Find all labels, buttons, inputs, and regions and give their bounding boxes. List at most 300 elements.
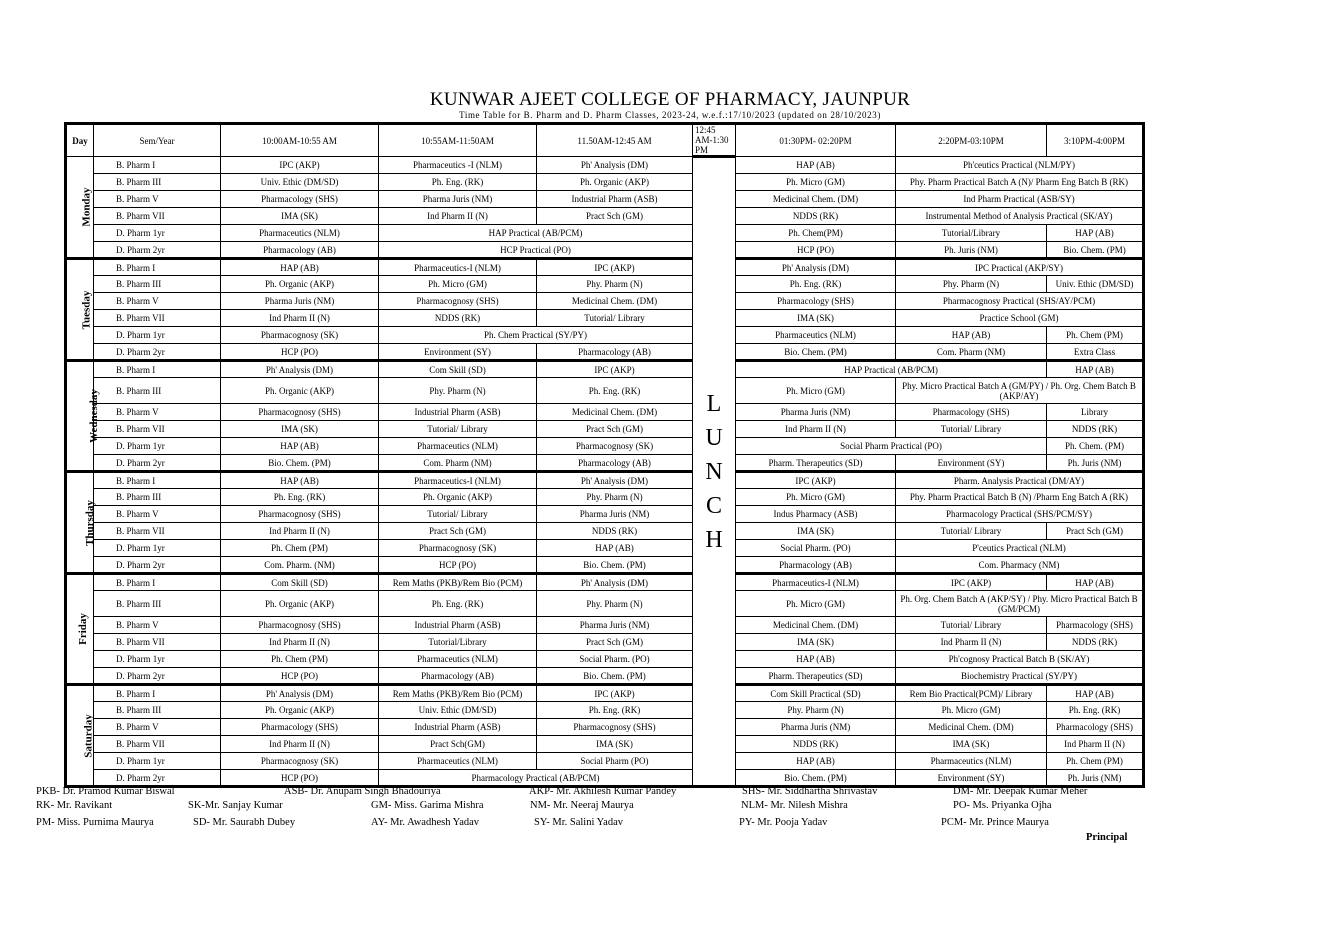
table-row	[66, 361, 1144, 378]
class-cell: Com. Pharmacy (NM)	[896, 557, 1144, 574]
legend-entry: PY- Mr. Pooja Yadav	[739, 817, 828, 828]
header-slot-3: 11.50AM-12:45 AM	[537, 124, 693, 157]
class-cell: HAP (AB)	[896, 327, 1047, 344]
class-cell: Bio. Chem. (PM)	[736, 770, 896, 787]
class-cell: Ind Pharm II (N)	[221, 523, 379, 540]
class-cell: Rem Maths (PKB)/Rem Bio (PCM)	[379, 685, 537, 702]
day-name: Monday	[80, 187, 93, 227]
sem-year-cell: B. Pharm V	[94, 506, 221, 523]
class-cell: IPC (AKP)	[221, 157, 379, 174]
class-cell: HAP (AB)	[736, 651, 896, 668]
sem-year-cell: B. Pharm V	[94, 617, 221, 634]
table-row	[66, 489, 1144, 506]
class-cell: IPC (AKP)	[537, 259, 693, 276]
class-cell: Social Pharm. (PO)	[736, 540, 896, 557]
class-cell: Bio. Chem. (PM)	[537, 668, 693, 685]
sem-year-cell: B. Pharm III	[94, 591, 221, 617]
table-row	[66, 719, 1144, 736]
table-row	[66, 770, 1144, 787]
class-cell: HAP (AB)	[221, 438, 379, 455]
class-cell: Pharmaceutics (NLM)	[736, 327, 896, 344]
class-cell: Ph. Micro (GM)	[379, 276, 537, 293]
class-cell: HAP (AB)	[221, 259, 379, 276]
legend-entry: DM- Mr. Deepak Kumar Meher	[953, 786, 1088, 797]
sem-year-cell: B. Pharm VII	[94, 310, 221, 327]
class-cell: Instrumental Method of Analysis Practical (SK/AY)	[896, 208, 1144, 225]
day-label	[66, 157, 94, 259]
class-cell: Com. Pharm (NM)	[379, 455, 537, 472]
class-cell: Biochemistry Practical (SY/PY)	[896, 668, 1144, 685]
table-row	[66, 225, 1144, 242]
sem-year-cell: B. Pharm VII	[94, 523, 221, 540]
class-cell: HAP (AB)	[736, 753, 896, 770]
class-cell: Ph. Eng. (RK)	[537, 378, 693, 404]
legend-entry: GM- Miss. Garima Mishra	[371, 800, 484, 811]
table-row	[66, 651, 1144, 668]
class-cell: Ph' Analysis (DM)	[537, 157, 693, 174]
legend-entry: AY- Mr. Awadhesh Yadav	[371, 817, 480, 828]
table-row	[66, 344, 1144, 361]
class-cell: Ph' Analysis (DM)	[736, 259, 896, 276]
class-cell: Univ. Ethic (DM/SD)	[221, 174, 379, 191]
sem-year-cell: B. Pharm I	[94, 259, 221, 276]
table-row	[66, 753, 1144, 770]
class-cell: Ph. Organic (AKP)	[379, 489, 537, 506]
class-cell: Ph. Micro (GM)	[736, 174, 896, 191]
day-label	[66, 472, 94, 574]
legend-entry: ASB- Dr. Anupam Singh Bhadouriya	[284, 786, 441, 797]
class-cell: Pharma Juris (NM)	[736, 404, 896, 421]
class-cell: Library	[1047, 404, 1144, 421]
class-cell: IPC (AKP)	[537, 361, 693, 378]
class-cell: HCP Practical (PO)	[379, 242, 693, 259]
class-cell: Ph. Org. Chem Batch A (AKP/SY) / Phy. Micro Practical Batch B (GM/PCM)	[896, 591, 1144, 617]
class-cell: Ph. Organic (AKP)	[221, 591, 379, 617]
table-row	[66, 557, 1144, 574]
class-cell: Univ. Ethic (DM/SD)	[1047, 276, 1144, 293]
class-cell: Tutorial/Library	[896, 225, 1047, 242]
class-cell: Phy. Pharm (N)	[537, 591, 693, 617]
sem-year-cell: B. Pharm III	[94, 489, 221, 506]
class-cell: Pharm. Therapeutics (SD)	[736, 668, 896, 685]
class-cell: Rem Maths (PKB)/Rem Bio (PCM)	[379, 574, 537, 591]
day-label	[66, 361, 100, 472]
class-cell: Ind Pharm II (N)	[221, 634, 379, 651]
class-cell: Tutorial/Library	[379, 634, 537, 651]
class-cell: Pharmacology (SHS)	[221, 191, 379, 208]
class-cell: NDDS (RK)	[736, 736, 896, 753]
class-cell: Com. Pharm. (NM)	[221, 557, 379, 574]
class-cell: Social Pharm Practical (PO)	[736, 438, 1047, 455]
class-cell: NDDS (RK)	[736, 208, 896, 225]
class-cell: Bio. Chem. (PM)	[1047, 242, 1144, 259]
table-row	[66, 276, 1144, 293]
class-cell: Pract Sch (GM)	[537, 421, 693, 438]
class-cell: Ph. Organic (AKP)	[537, 174, 693, 191]
class-cell: Ph. Organic (AKP)	[221, 378, 379, 404]
class-cell: HAP Practical (AB/PCM)	[736, 361, 1047, 378]
class-cell: Pract Sch (GM)	[537, 634, 693, 651]
class-cell: Medicinal Chem. (DM)	[896, 719, 1047, 736]
class-cell: HAP (AB)	[1047, 574, 1144, 591]
class-cell: Medicinal Chem. (DM)	[736, 617, 896, 634]
day-label	[66, 685, 94, 787]
table-row	[66, 378, 1144, 404]
class-cell: Ph. Micro (GM)	[736, 489, 896, 506]
class-cell: Ph. Eng. (RK)	[537, 702, 693, 719]
class-cell: Medicinal Chem. (DM)	[736, 191, 896, 208]
class-cell: Com Skill (SD)	[221, 574, 379, 591]
sem-year-cell: B. Pharm VII	[94, 736, 221, 753]
legend-entry: SK-Mr. Sanjay Kumar	[188, 800, 283, 811]
sem-year-cell: B. Pharm V	[94, 719, 221, 736]
table-row	[66, 540, 1144, 557]
class-cell: Ind Pharm II (N)	[896, 634, 1047, 651]
class-cell: Ph. Eng. (RK)	[221, 489, 379, 506]
class-cell: Ph' Analysis (DM)	[221, 361, 379, 378]
class-cell: IMA (SK)	[221, 208, 379, 225]
legend-entry: NM- Mr. Neeraj Maurya	[530, 800, 634, 811]
class-cell: Pharmacology (SHS)	[1047, 719, 1144, 736]
class-cell: Com. Pharm (NM)	[896, 344, 1047, 361]
class-cell: Pharmacology Practical (SHS/PCM/SY)	[896, 506, 1144, 523]
class-cell: Phy. Pharm Practical Batch A (N)/ Pharm Eng Batch B (RK)	[896, 174, 1144, 191]
class-cell: Tutorial/ Library	[537, 310, 693, 327]
lunch-column	[693, 157, 736, 787]
class-cell: HAP (AB)	[736, 157, 896, 174]
class-cell: HCP (PO)	[221, 344, 379, 361]
table-row	[66, 685, 1144, 702]
class-cell: Ph. Eng. (RK)	[379, 174, 537, 191]
sem-year-cell: B. Pharm III	[94, 378, 221, 404]
class-cell: Ph. Chem (PM)	[1047, 327, 1144, 344]
legend-entry: PM- Miss. Purnima Maurya	[36, 817, 154, 828]
sem-year-cell: B. Pharm V	[94, 191, 221, 208]
class-cell: NDDS (RK)	[1047, 634, 1144, 651]
class-cell: IMA (SK)	[736, 310, 896, 327]
class-cell: HAP (AB)	[221, 472, 379, 489]
class-cell: P'ceutics Practical (NLM)	[896, 540, 1144, 557]
class-cell: Pharmacology (AB)	[537, 455, 693, 472]
class-cell: Phy. Pharm (N)	[537, 276, 693, 293]
class-cell: Pharmacognosy (SHS)	[221, 506, 379, 523]
table-row	[66, 310, 1144, 327]
class-cell: Pract Sch (GM)	[1047, 523, 1144, 540]
class-cell: Industrial Pharm (ASB)	[537, 191, 693, 208]
class-cell: Pharmaceutics -I (NLM)	[379, 157, 537, 174]
class-cell: Tutorial/ Library	[896, 421, 1047, 438]
header-sem: Sem/Year	[94, 124, 221, 157]
class-cell: IMA (SK)	[736, 634, 896, 651]
class-cell: Pharmacology (AB)	[379, 668, 537, 685]
class-cell: Pharmacology (AB)	[736, 557, 896, 574]
table-row	[66, 472, 1144, 489]
class-cell: Pharma Juris (NM)	[537, 617, 693, 634]
class-cell: Ph. Chem (PM)	[221, 540, 379, 557]
header-slot-5: 2:20PM-03:10PM	[896, 124, 1047, 157]
class-cell: Pharm. Analysis Practical (DM/AY)	[896, 472, 1144, 489]
class-cell: Pharmacology (SHS)	[736, 293, 896, 310]
class-cell: Ind Pharm II (N)	[221, 310, 379, 327]
table-row	[66, 191, 1144, 208]
class-cell: Industrial Pharm (ASB)	[379, 719, 537, 736]
class-cell: Ind Pharm II (N)	[221, 736, 379, 753]
class-cell: Phy. Pharm Practical Batch B (N) /Pharm Eng Batch A (RK)	[896, 489, 1144, 506]
class-cell: Ph. Micro (GM)	[736, 591, 896, 617]
class-cell: Indus Pharmacy (ASB)	[736, 506, 896, 523]
class-cell: Pharmacognosy (SHS)	[537, 719, 693, 736]
class-cell: IMA (SK)	[896, 736, 1047, 753]
class-cell: Tutorial/ Library	[379, 421, 537, 438]
sem-year-cell: D. Pharm 2yr	[94, 242, 221, 259]
class-cell: Ph. Chem. (PM)	[1047, 438, 1144, 455]
sem-year-cell: D. Pharm 2yr	[94, 344, 221, 361]
class-cell: Pharmaceutics (NLM)	[379, 438, 537, 455]
table-row	[66, 574, 1144, 591]
sem-year-cell: D. Pharm 2yr	[94, 668, 221, 685]
class-cell: NDDS (RK)	[379, 310, 537, 327]
table-row	[66, 293, 1144, 310]
legend-entry: PKB- Dr. Pramod Kumar Biswal	[36, 786, 175, 797]
class-cell: HCP (PO)	[221, 668, 379, 685]
legend-entry: SY- Mr. Salini Yadav	[534, 817, 623, 828]
class-cell: Phy. Pharm (N)	[537, 489, 693, 506]
class-cell: Ph' Analysis (DM)	[221, 685, 379, 702]
class-cell: Pract Sch (GM)	[537, 208, 693, 225]
legend-entry: SD- Mr. Saurabh Dubey	[193, 817, 296, 828]
class-cell: Pharmaceutics (NLM)	[221, 225, 379, 242]
class-cell: Tutorial/ Library	[896, 617, 1047, 634]
class-cell: Ph. Chem (PM)	[1047, 753, 1144, 770]
sem-year-cell: B. Pharm I	[94, 574, 221, 591]
header-lunch-slot: 12:45 AM-1:30 PM	[693, 124, 736, 157]
class-cell: Ph. Chem(PM)	[736, 225, 896, 242]
class-cell: HAP (AB)	[537, 540, 693, 557]
table-row	[66, 523, 1144, 540]
table-row	[66, 506, 1144, 523]
sem-year-cell: B. Pharm III	[94, 174, 221, 191]
class-cell: Environment (SY)	[896, 455, 1047, 472]
class-cell: IPC (AKP)	[896, 574, 1047, 591]
class-cell: Bio. Chem. (PM)	[221, 455, 379, 472]
class-cell: Pharmacognosy (SK)	[221, 327, 379, 344]
sem-year-cell: D. Pharm 1yr	[94, 753, 221, 770]
sem-year-cell: B. Pharm VII	[94, 208, 221, 225]
class-cell: Environment (SY)	[379, 344, 537, 361]
class-cell: Pharmacognosy (SK)	[379, 540, 537, 557]
class-cell: Industrial Pharm (ASB)	[379, 617, 537, 634]
class-cell: HCP (PO)	[221, 770, 379, 787]
class-cell: Ph. Juris (NM)	[1047, 455, 1144, 472]
class-cell: Phy. Pharm (N)	[736, 702, 896, 719]
table-row	[66, 617, 1144, 634]
day-name: Thursday	[83, 499, 96, 546]
class-cell: HAP (AB)	[1047, 685, 1144, 702]
class-cell: Pharmaceutics-I (NLM)	[379, 472, 537, 489]
class-cell: Ph. Juris (NM)	[896, 242, 1047, 259]
sem-year-cell: D. Pharm 2yr	[94, 557, 221, 574]
legend-entry: PO- Ms. Priyanka Ojha	[953, 800, 1052, 811]
class-cell: Pharmacognosy (SHS)	[221, 617, 379, 634]
sem-year-cell: D. Pharm 1yr	[94, 540, 221, 557]
class-cell: HCP (PO)	[736, 242, 896, 259]
table-row	[66, 208, 1144, 225]
timetable	[64, 122, 1145, 788]
sem-year-cell: B. Pharm I	[94, 157, 221, 174]
class-cell: Bio. Chem. (PM)	[537, 557, 693, 574]
day-name: Saturday	[82, 713, 95, 758]
table-row	[66, 157, 1144, 174]
class-cell: Bio. Chem. (PM)	[736, 344, 896, 361]
class-cell: Ph. Eng. (RK)	[1047, 702, 1144, 719]
table-row	[66, 702, 1144, 719]
class-cell: Environment (SY)	[896, 770, 1047, 787]
class-cell: HAP (AB)	[1047, 361, 1144, 378]
sem-year-cell: D. Pharm 1yr	[94, 225, 221, 242]
class-cell: Pharma Juris (NM)	[736, 719, 896, 736]
table-row	[66, 736, 1144, 753]
class-cell: HCP (PO)	[379, 557, 537, 574]
sem-year-cell: B. Pharm III	[94, 276, 221, 293]
college-title: KUNWAR AJEET COLLEGE OF PHARMACY, JAUNPUR	[429, 89, 911, 110]
class-cell: Pharmaceutics (NLM)	[379, 651, 537, 668]
class-cell: IMA (SK)	[221, 421, 379, 438]
class-cell: Pharmacognosy (SHS)	[221, 404, 379, 421]
class-cell: Ph. Micro (GM)	[896, 702, 1047, 719]
class-cell: HAP (AB)	[1047, 225, 1144, 242]
class-cell: Pharmacology (SHS)	[896, 404, 1047, 421]
class-cell: IPC (AKP)	[736, 472, 896, 489]
table-row	[66, 327, 1144, 344]
class-cell: Pharmacology Practical (AB/PCM)	[379, 770, 693, 787]
legend-entry: SHS- Mr. Siddhartha Shrivastav	[742, 786, 878, 797]
class-cell: IMA (SK)	[736, 523, 896, 540]
sem-year-cell: D. Pharm 1yr	[94, 651, 221, 668]
class-cell: Practice School (GM)	[896, 310, 1144, 327]
timetable-subtitle: Time Table for B. Pharm and D. Pharm Classes, 2023-24, w.e.f.:17/10/2023 (updated on 28/10/2023)	[459, 110, 881, 120]
day-label	[66, 574, 94, 685]
day-label	[66, 259, 94, 361]
sem-year-cell: D. Pharm 2yr	[94, 770, 221, 787]
legend-entry: RK- Mr. Ravikant	[36, 800, 113, 811]
class-cell: Univ. Ethic (DM/SD)	[379, 702, 537, 719]
class-cell: Ph. Juris (NM)	[1047, 770, 1144, 787]
class-cell: Ph'ceutics Practical (NLM/PY)	[896, 157, 1144, 174]
class-cell: Pharma Juris (NM)	[221, 293, 379, 310]
sem-year-cell: B. Pharm VII	[94, 634, 221, 651]
class-cell: Phy. Pharm (N)	[896, 276, 1047, 293]
class-cell: Ind Pharm Practical (ASB/SY)	[896, 191, 1144, 208]
class-cell: Tutorial/ Library	[379, 506, 537, 523]
legend-entry: NLM- Mr. Nilesh Mishra	[741, 800, 848, 811]
class-cell: Pharmacology (AB)	[221, 242, 379, 259]
class-cell: Ph'cognosy Practical Batch B (SK/AY)	[896, 651, 1144, 668]
class-cell: Pharmaceutics (NLM)	[379, 753, 537, 770]
header-slot-2: 10:55AM-11:50AM	[379, 124, 537, 157]
header-row	[66, 124, 1144, 157]
class-cell: Ph. Eng. (RK)	[736, 276, 896, 293]
legend-entry: AKP- Mr. Akhilesh Kumar Pandey	[529, 786, 677, 797]
class-cell: Pharmacology (AB)	[537, 344, 693, 361]
extra-class-cell: Extra Class	[1047, 344, 1144, 361]
class-cell: Ph. Chem Practical (SY/PY)	[379, 327, 693, 344]
class-cell: Rem Bio Practical(PCM)/ Library	[896, 685, 1047, 702]
class-cell: Ph. Organic (AKP)	[221, 276, 379, 293]
timetable-body	[66, 157, 1144, 787]
class-cell: NDDS (RK)	[1047, 421, 1144, 438]
sem-year-cell: B. Pharm VII	[94, 421, 221, 438]
class-cell: Pharmaceutics (NLM)	[896, 753, 1047, 770]
class-cell: IPC Practical (AKP/SY)	[896, 259, 1144, 276]
class-cell: Pharm. Therapeutics (SD)	[736, 455, 896, 472]
sem-year-cell: D. Pharm 1yr	[94, 438, 221, 455]
class-cell: Industrial Pharm (ASB)	[379, 404, 537, 421]
class-cell: Pharmaceutics-I (NLM)	[736, 574, 896, 591]
class-cell: Social Pharm. (PO)	[537, 651, 693, 668]
table-row	[66, 455, 1144, 472]
class-cell: Pharmacognosy (SK)	[537, 438, 693, 455]
day-name: Tuesday	[80, 290, 93, 329]
sem-year-cell: D. Pharm 1yr	[94, 327, 221, 344]
class-cell: Pharma Juris (NM)	[537, 506, 693, 523]
class-cell: IPC (AKP)	[537, 685, 693, 702]
table-row	[66, 668, 1144, 685]
sem-year-cell: B. Pharm I	[94, 361, 221, 378]
class-cell: Pharmacology (SHS)	[1047, 617, 1144, 634]
class-cell: Pract Sch(GM)	[379, 736, 537, 753]
header-slot-1: 10:00AM-10:55 AM	[221, 124, 379, 157]
table-row	[66, 404, 1144, 421]
class-cell: Phy. Pharm (N)	[379, 378, 537, 404]
sem-year-cell: B. Pharm I	[94, 472, 221, 489]
class-cell: Pharmacology (SHS)	[221, 719, 379, 736]
class-cell: IMA (SK)	[537, 736, 693, 753]
class-cell: HAP Practical (AB/PCM)	[379, 225, 693, 242]
class-cell: Com Skill (SD)	[379, 361, 537, 378]
sem-year-cell: B. Pharm III	[94, 702, 221, 719]
table-row	[66, 421, 1144, 438]
class-cell: NDDS (RK)	[537, 523, 693, 540]
day-name: Wednesday	[87, 389, 100, 443]
class-cell: Medicinal Chem. (DM)	[537, 404, 693, 421]
class-cell: Medicinal Chem. (DM)	[537, 293, 693, 310]
sem-year-cell: D. Pharm 2yr	[94, 455, 221, 472]
principal-signature: Principal	[1086, 832, 1128, 843]
class-cell: Pharma Juris (NM)	[379, 191, 537, 208]
table-row	[66, 174, 1144, 191]
class-cell: Ind Pharm II (N)	[1047, 736, 1144, 753]
class-cell: Ph' Analysis (DM)	[537, 472, 693, 489]
class-cell: Pharmacognosy Practical (SHS/AY/PCM)	[896, 293, 1144, 310]
class-cell: Social Pharm (PO)	[537, 753, 693, 770]
class-cell: Ph' Analysis (DM)	[537, 574, 693, 591]
class-cell: Phy. Micro Practical Batch A (GM/PY) / Ph. Org. Chem Batch B (AKP/AY)	[896, 378, 1144, 404]
class-cell: Tutorial/ Library	[896, 523, 1047, 540]
class-cell: Ind Pharm II (N)	[736, 421, 896, 438]
class-cell: Ind Pharm II (N)	[379, 208, 537, 225]
class-cell: Ph. Eng. (RK)	[379, 591, 537, 617]
header-slot-4: 01:30PM- 02:20PM	[736, 124, 896, 157]
day-name: Friday	[76, 613, 89, 645]
table-row	[66, 438, 1144, 455]
class-cell: Pract Sch (GM)	[379, 523, 537, 540]
header-slot-6: 3:10PM-4:00PM	[1047, 124, 1144, 157]
sem-year-cell: B. Pharm V	[94, 404, 221, 421]
class-cell: Com Skill Practical (SD)	[736, 685, 896, 702]
lunch-label: LUNCH	[705, 390, 723, 553]
sem-year-cell: B. Pharm V	[94, 293, 221, 310]
class-cell: Pharmacognosy (SHS)	[379, 293, 537, 310]
